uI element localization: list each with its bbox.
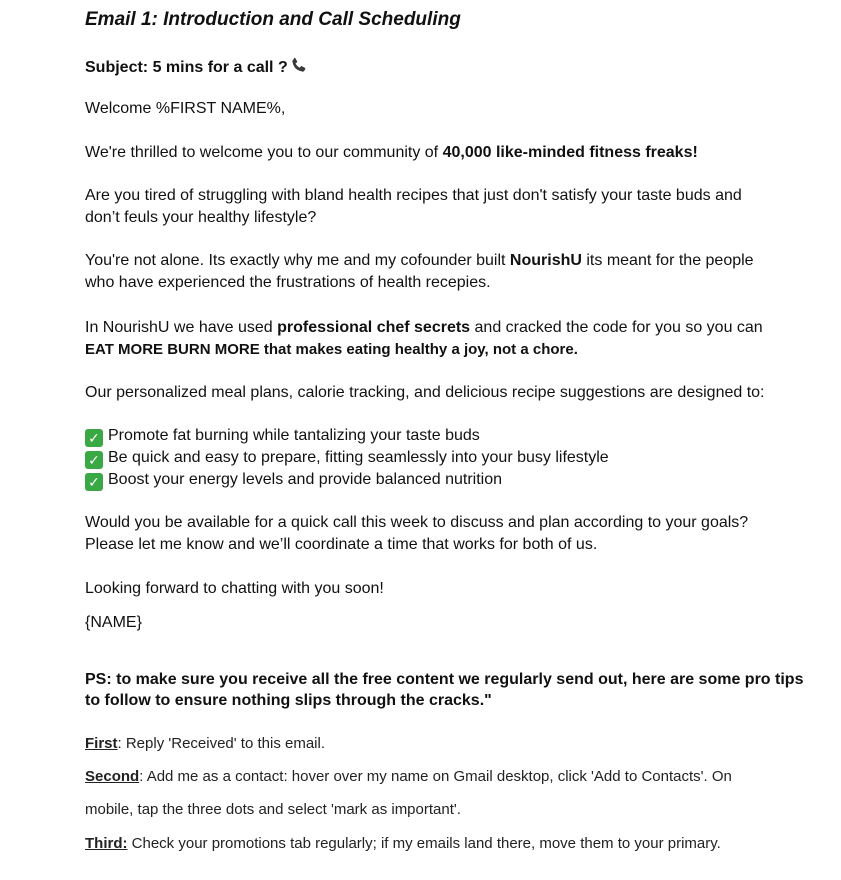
benefit-text: Be quick and easy to prepare, fitting seamlessly into your busy lifestyle — [108, 449, 609, 466]
method-text-pre: In NourishU we have used — [85, 319, 278, 336]
method-line-2: EAT MORE BURN MORE that makes eating healthy a joy, not a chore. — [85, 341, 578, 358]
email-title: Email 1: Introduction and Call Scheduling — [85, 9, 461, 30]
story-line-2: who have experienced the frustrations of health recepies. — [85, 274, 491, 291]
check-mark-icon: ✓ — [85, 473, 103, 491]
signature: {NAME} — [85, 614, 142, 631]
phone-icon — [289, 56, 308, 75]
email-subject — [85, 56, 308, 79]
benefit-text: Promote fat burning while tantalizing your taste buds — [108, 427, 480, 444]
ps-line-2: to follow to ensure nothing slips through the cracks." — [85, 692, 492, 709]
check-mark-icon: ✓ — [85, 429, 103, 447]
chef-secrets: professional chef secrets — [277, 319, 471, 336]
brand-name: NourishU — [509, 252, 582, 269]
tip-second-label: Second — [85, 768, 140, 785]
tip-second-continued: mobile, tap the three dots and select 'mark as important'. — [85, 801, 461, 818]
community-size: 40,000 like-minded fitness freaks! — [442, 144, 698, 161]
benefit-item — [85, 469, 502, 491]
question-line-1: Are you tired of struggling with bland health recipes that just don't satisfy your taste buds and — [85, 187, 742, 204]
story-text-pre: You're not alone. Its exactly why me and my cofounder built — [85, 252, 510, 269]
tip-second-text: : Add me as a contact: hover over my name on Gmail desktop, click 'Add to Contacts'. On — [139, 768, 732, 785]
method-line-1 — [85, 317, 763, 339]
ps-line-1: PS: to make sure you receive all the free content we regularly send out, here are some pro tips — [85, 671, 804, 688]
intro-paragraph — [85, 142, 698, 164]
tip-third — [85, 833, 721, 855]
benefits-intro: Our personalized meal plans, calorie tracking, and delicious recipe suggestions are designed to: — [85, 384, 765, 401]
call-request-line-2: Please let me know and we’ll coordinate a time that works for both of us. — [85, 536, 598, 553]
check-mark-icon: ✓ — [85, 451, 103, 469]
story-text-post: its meant for the people — [581, 252, 754, 269]
method-text-post: and cracked the code for you so you can — [470, 319, 763, 336]
tip-first-text: : Reply 'Received' to this email. — [117, 735, 325, 752]
closing: Looking forward to chatting with you soon! — [85, 580, 384, 597]
story-line-1 — [85, 250, 754, 272]
tip-third-text: Check your promotions tab regularly; if my emails land there, move them to your primary. — [127, 835, 721, 852]
subject-text: Subject: 5 mins for a call ? — [85, 59, 288, 76]
intro-text: We're thrilled to welcome you to our community of — [85, 144, 443, 161]
benefit-text: Boost your energy levels and provide balanced nutrition — [108, 471, 503, 488]
question-line-2: don’t feuls your healthy lifestyle? — [85, 209, 317, 226]
greeting: Welcome %FIRST NAME%, — [85, 100, 286, 117]
call-request-line-1: Would you be available for a quick call this week to discuss and plan according to your goals? — [85, 514, 749, 531]
benefit-item — [85, 447, 609, 469]
tip-first-label: First — [85, 735, 118, 752]
benefit-item — [85, 425, 480, 447]
tip-second — [85, 766, 732, 788]
tip-first — [85, 733, 325, 755]
tip-third-label: Third: — [85, 835, 128, 852]
